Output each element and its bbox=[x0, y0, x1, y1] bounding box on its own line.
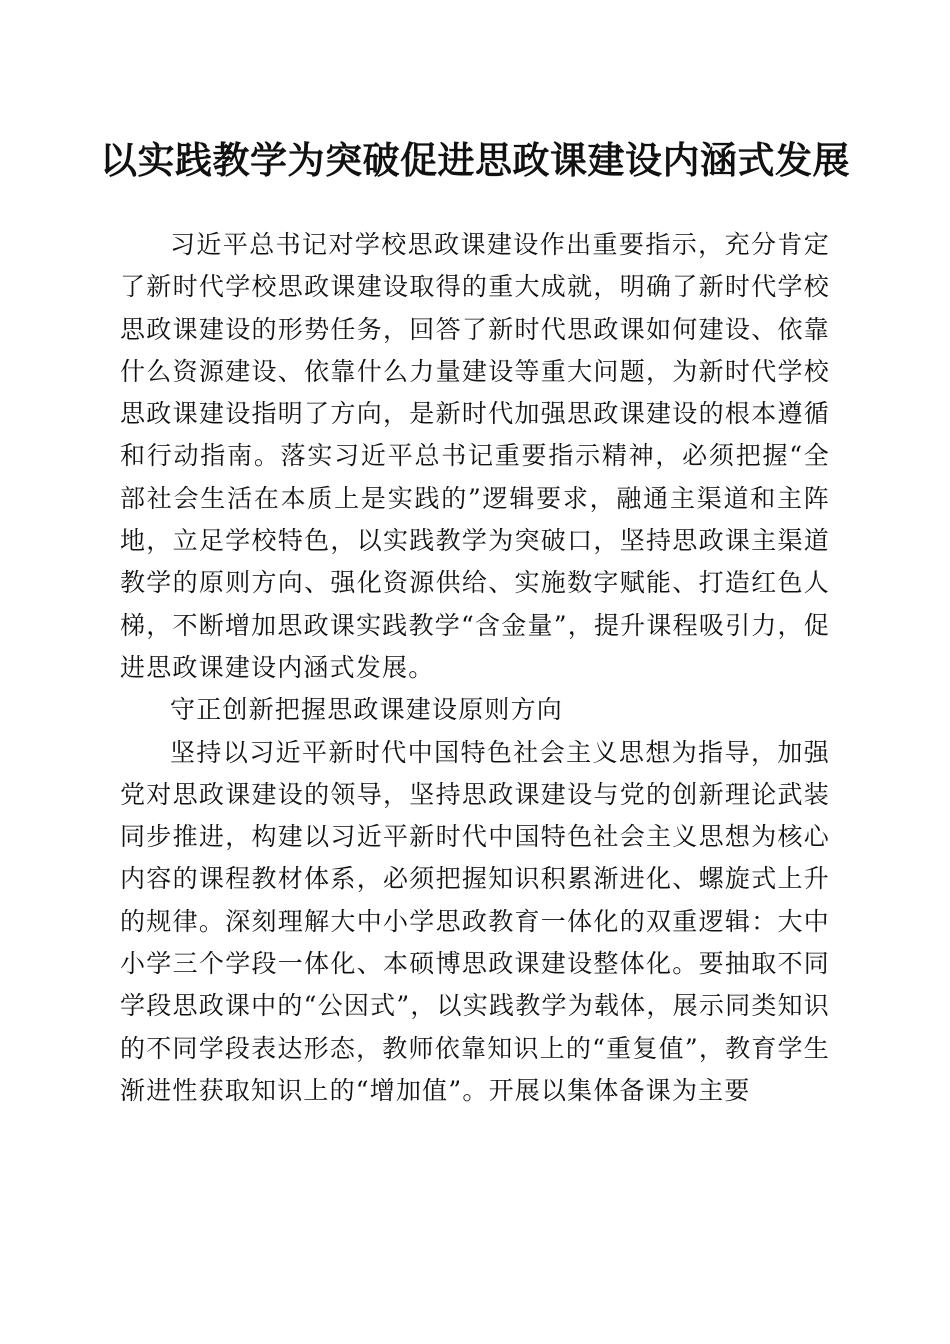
document-title: 以实践教学为突破促进思政课建设内涵式发展 bbox=[100, 138, 850, 182]
document-body bbox=[120, 224, 830, 1112]
section-paragraph: 坚持以习近平新时代中国特色社会主义思想为指导，加强党对思政课建设的领导，坚持思政课建设与党的创新理论武装同步推进，构建以习近平新时代中国特色社会主义思想为核心内容的课程教材体系，必须把握知识积累渐进化、螺旋式上升的规律。深刻理解大中小学思政教育一体化的双重逻辑：大中小学三个学段一体化、本硕博思政课建设整体化。要抽取不同学段思政课中的“公因式”，以实践教学为载体，展示同类知识的不同学段表达形态，教师依靠知识上的“重复值”，教育学生渐进性获取知识上的“增加值”。开展以集体备课为主要 bbox=[120, 737, 830, 1105]
intro-paragraph: 习近平总书记对学校思政课建设作出重要指示，充分肯定了新时代学校思政课建设取得的重大成就，明确了新时代学校思政课建设的形势任务，回答了新时代思政课如何建设、依靠什么资源建设、依靠什么力量建设等重大问题，为新时代学校思政课建设指明了方向，是新时代加强思政课建设的根本遵循和行动指南。落实习近平总书记重要指示精神，必须把握“全部社会生活在本质上是实践的”逻辑要求，融通主渠道和主阵地，立足学校特色，以实践教学为突破口，坚持思政课主渠道教学的原则方向、强化资源供给、实施数字赋能、打造红色人梯，不断增加思政课实践教学“含金量”，提升课程吸引力，促进思政课建设内涵式发展。 bbox=[120, 230, 830, 682]
section-heading: 守正创新把握思政课建设原则方向 bbox=[170, 695, 564, 725]
